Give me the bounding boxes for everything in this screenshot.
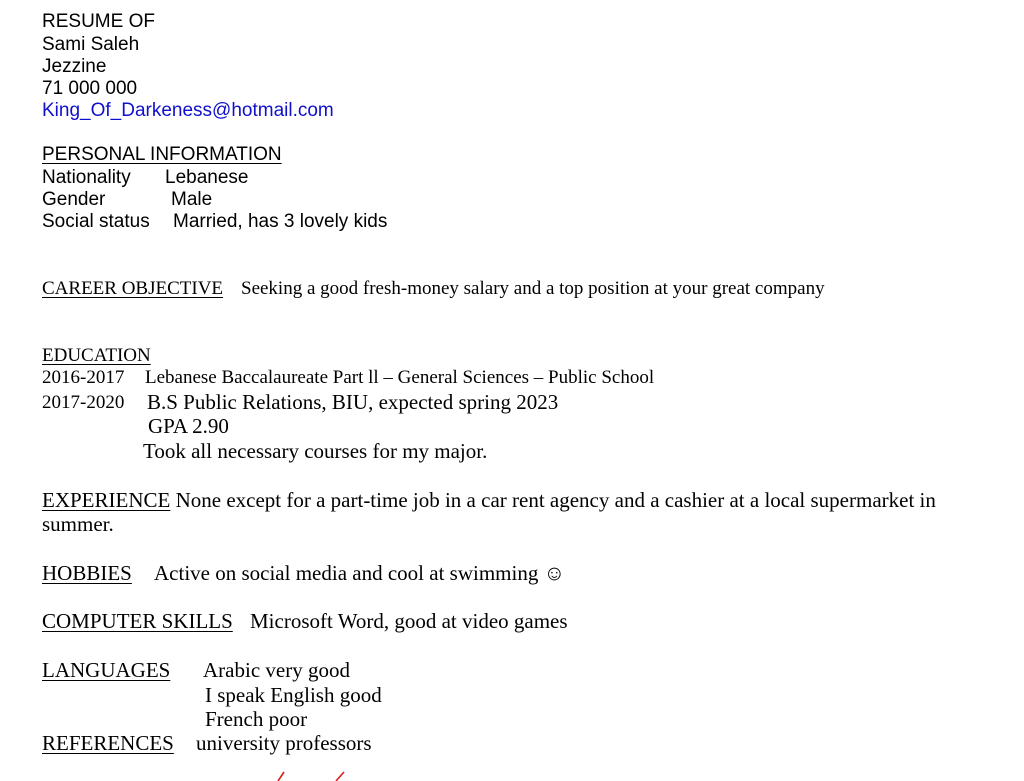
gender-label: Gender bbox=[42, 189, 106, 210]
computer-skills-text: Microsoft Word, good at video games bbox=[250, 609, 568, 633]
hobbies-text: Active on social media and cool at swimming ☺ bbox=[154, 561, 566, 585]
candidate-name: Sami Saleh bbox=[42, 34, 140, 55]
candidate-city: Jezzine bbox=[42, 56, 107, 77]
red-mark-fragment bbox=[274, 771, 354, 781]
language-item-french: French poor bbox=[205, 707, 308, 731]
education-years-2: 2017-2020 bbox=[42, 392, 125, 413]
candidate-email-link[interactable]: King_Of_Darkeness@hotmail.com bbox=[42, 100, 334, 121]
education-years-1: 2016-2017 bbox=[42, 367, 125, 388]
career-objective-text: Seeking a good fresh-money salary and a top position at your great company bbox=[241, 278, 825, 299]
computer-skills-heading: COMPUTER SKILLS bbox=[42, 609, 233, 633]
gender-value: Male bbox=[171, 189, 213, 210]
personal-info-heading: PERSONAL INFORMATION bbox=[42, 144, 282, 165]
references-text: university professors bbox=[196, 731, 372, 755]
education-gpa: GPA 2.90 bbox=[148, 414, 229, 438]
education-entry-1: Lebanese Baccalaureate Part ll – General Sciences – Public School bbox=[145, 367, 655, 388]
education-courses: Took all necessary courses for my major. bbox=[143, 439, 488, 463]
resume-title: RESUME OF bbox=[42, 11, 155, 32]
language-item-arabic: Arabic very good bbox=[203, 658, 350, 682]
experience-paragraph bbox=[42, 488, 972, 536]
hobbies-heading: HOBBIES bbox=[42, 561, 132, 585]
experience-text: None except for a part-time job in a car rent agency and a cashier at a local supermarket in summer. bbox=[42, 488, 936, 536]
language-item-english: I speak English good bbox=[205, 683, 382, 707]
red-mark-stroke-1 bbox=[278, 772, 284, 781]
education-entry-2: B.S Public Relations, BIU, expected spring 2023 bbox=[147, 390, 559, 414]
languages-heading: LANGUAGES bbox=[42, 658, 171, 682]
nationality-label: Nationality bbox=[42, 167, 131, 188]
candidate-phone: 71 000 000 bbox=[42, 78, 138, 99]
nationality-value: Lebanese bbox=[165, 167, 249, 188]
references-heading: REFERENCES bbox=[42, 731, 174, 755]
education-heading: EDUCATION bbox=[42, 345, 151, 366]
career-objective-heading: CAREER OBJECTIVE bbox=[42, 278, 224, 299]
red-mark-stroke-2 bbox=[336, 772, 344, 781]
social-status-value: Married, has 3 lovely kids bbox=[173, 211, 388, 232]
experience-heading: EXPERIENCE bbox=[42, 488, 171, 512]
social-status-label: Social status bbox=[42, 211, 150, 232]
